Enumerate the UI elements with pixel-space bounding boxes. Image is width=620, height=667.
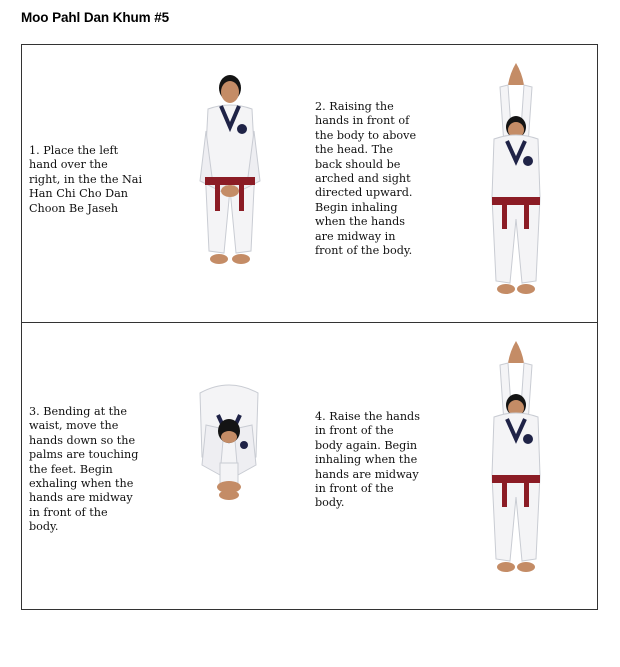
- figure-step-3: [194, 379, 264, 511]
- steps-table: [21, 44, 598, 610]
- step-1-text: 1. Place the left hand over the right, in the the Nai Han Chi Cho Dan Choon Be Jaseh: [29, 144, 143, 215]
- page-title: Moo Pahl Dan Khum #5: [21, 10, 170, 25]
- figure-step-4: [478, 339, 554, 589]
- row-divider: [22, 322, 597, 323]
- step-2-text: 2. Raising the hands in front of the body to above the head. The back should be arched and sight directed upward. Begin inhaling when the hands are midway in front of the body.: [315, 100, 417, 258]
- step-4-text: 4. Raise the hands in front of the body again. Begin inhaling when the hands are midway in front of the body.: [315, 410, 420, 510]
- step-3-text: 3. Bending at the waist, move the hands down so the palms are touching the feet. Begin exhaling when the hands are midway in front of the body.: [29, 405, 139, 534]
- figure-step-1: [192, 71, 268, 281]
- figure-step-2: [478, 61, 554, 311]
